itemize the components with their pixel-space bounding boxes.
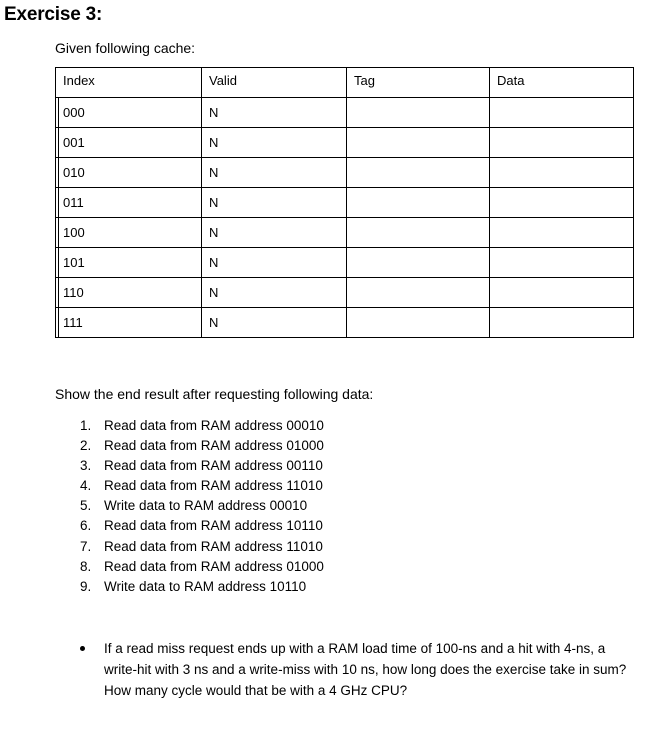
- valid-cell: N: [202, 278, 347, 308]
- list-item: [80, 516, 324, 536]
- tag-cell: [347, 158, 490, 188]
- valid-cell: N: [202, 218, 347, 248]
- list-text: Read data from RAM address 01000: [104, 558, 324, 574]
- table-row: [56, 158, 634, 188]
- list-text: Read data from RAM address 01000: [104, 438, 324, 454]
- index-cell: 000: [56, 98, 202, 128]
- cache-caption: Given following cache:: [55, 40, 196, 56]
- tag-cell: [347, 188, 490, 218]
- list-text: Read data from RAM address 00110: [104, 458, 323, 474]
- valid-cell: N: [202, 308, 347, 338]
- list-item: [80, 496, 324, 516]
- list-item: [80, 456, 324, 476]
- valid-cell: N: [202, 248, 347, 278]
- list-number: 3.: [80, 458, 92, 474]
- column-header-tag: Tag: [347, 68, 490, 98]
- data-cell: [490, 218, 634, 248]
- index-cell: 011: [56, 188, 202, 218]
- data-cell: [490, 188, 634, 218]
- data-cell: [490, 308, 634, 338]
- list-number: 7.: [80, 538, 92, 554]
- list-text: Read data from RAM address 11010: [104, 478, 323, 494]
- table-row: [56, 218, 634, 248]
- table-row: [56, 128, 634, 158]
- question-text: If a read miss request ends up with a RAM load time of 100-ns and a hit with 4-ns, a write-hit with 3 ns and a write-miss with 10 ns, how long does the exercise take in sum? How many cycle would that be with a 4 GHz CPU?: [104, 641, 627, 698]
- table-row: [56, 188, 634, 218]
- list-number: 6.: [80, 518, 92, 534]
- table-row: [56, 98, 634, 128]
- valid-cell: N: [202, 98, 347, 128]
- list-item: [80, 577, 324, 597]
- list-text: Read data from RAM address 00010: [104, 418, 324, 433]
- data-cell: [490, 158, 634, 188]
- data-cell: [490, 248, 634, 278]
- column-header-index: Index: [56, 68, 202, 98]
- valid-cell: N: [202, 188, 347, 218]
- data-cell: [490, 278, 634, 308]
- list-item: [80, 537, 324, 557]
- list-number: 1.: [80, 418, 92, 433]
- cache-table-header-row: [56, 68, 634, 98]
- data-cell: [490, 128, 634, 158]
- index-cell: 100: [56, 218, 202, 248]
- list-item: [80, 557, 324, 577]
- list-number: 2.: [80, 438, 92, 454]
- tag-cell: [347, 308, 490, 338]
- request-list: [80, 416, 324, 597]
- index-cell: 111: [56, 308, 202, 338]
- bullet-icon: [80, 646, 85, 651]
- list-text: Read data from RAM address 11010: [104, 538, 323, 554]
- list-text: Read data from RAM address 10110: [104, 518, 323, 534]
- list-text: Write data to RAM address 00010: [104, 498, 308, 514]
- exercise-heading: Exercise 3:: [4, 4, 103, 25]
- tag-cell: [347, 128, 490, 158]
- index-cell: 110: [56, 278, 202, 308]
- table-row: [56, 248, 634, 278]
- list-number: 9.: [80, 578, 92, 594]
- tag-cell: [347, 98, 490, 128]
- index-cell: 001: [56, 128, 202, 158]
- table-row: [56, 308, 634, 338]
- list-item: [80, 436, 324, 456]
- tag-cell: [347, 218, 490, 248]
- index-cell: 010: [56, 158, 202, 188]
- table-row: [56, 278, 634, 308]
- index-cell: 101: [56, 248, 202, 278]
- tag-cell: [347, 278, 490, 308]
- column-header-data: Data: [490, 68, 634, 98]
- valid-cell: N: [202, 158, 347, 188]
- cache-table: [55, 67, 634, 338]
- list-text: Write data to RAM address 10110: [104, 578, 307, 594]
- list-number: 5.: [80, 498, 92, 514]
- column-header-valid: Valid: [202, 68, 347, 98]
- list-item: [80, 476, 324, 496]
- request-intro: Show the end result after requesting following data:: [55, 386, 374, 402]
- data-cell: [490, 98, 634, 128]
- list-number: 8.: [80, 558, 92, 574]
- list-item: [80, 416, 324, 436]
- valid-cell: N: [202, 128, 347, 158]
- list-number: 4.: [80, 478, 92, 494]
- tag-cell: [347, 248, 490, 278]
- question-bullet: [80, 638, 630, 701]
